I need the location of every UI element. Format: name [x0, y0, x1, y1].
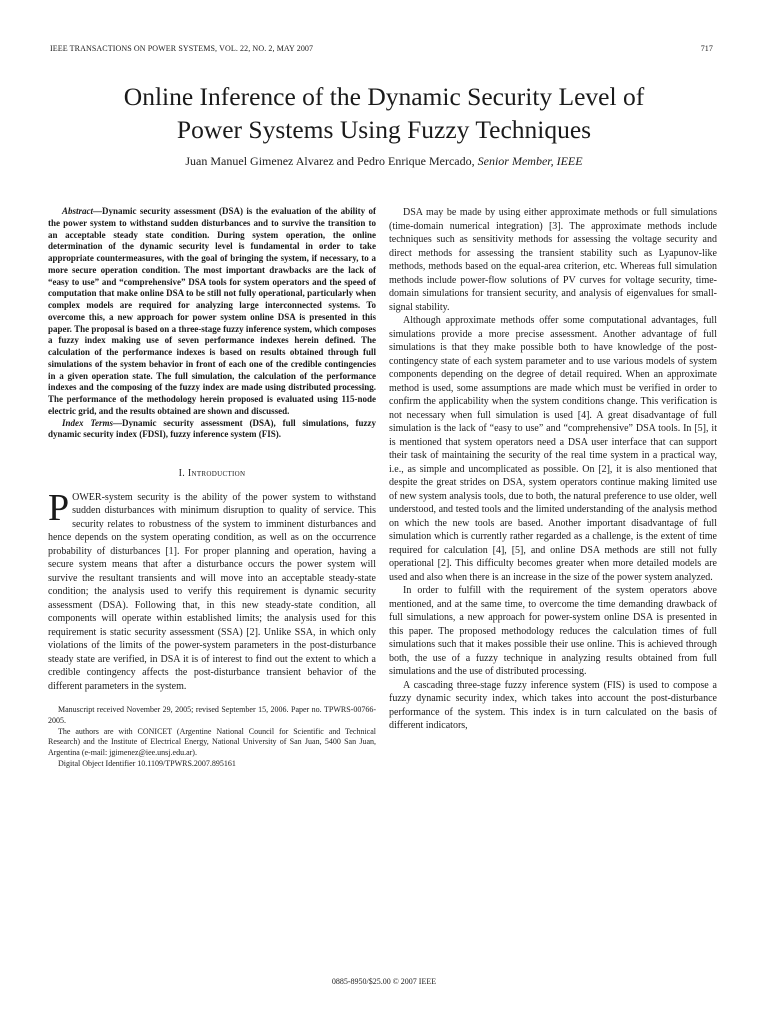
footnote-manuscript: Manuscript received November 29, 2005; revised September 15, 2006. Paper no. TPWRS-00766-2005. [48, 705, 376, 725]
intro-paragraph [48, 486, 376, 694]
body-paragraph-3: In order to fulfill with the requirement of the system operators above mentioned, and at the same time, to overcome the time demanding drawback of full simulations, a new approach for power-system online DSA is presented in this paper. The proposed methodology reduces the calculation times of full simulations such that it makes possible their use online. This is achieved through both, the use of a fuzzy technique in analyzing results obtained from full simulations and the use of distributed processing. [389, 585, 717, 677]
footnote-affiliation: The authors are with CONICET (Argentine National Council for Scientific and Technical Research) and the Institute of Electrical Energy, National University of San Juan, 5400 San Juan, Argentina (e-mail: jgimenez@iee.unsj.edu.ar). [48, 726, 376, 758]
section-numeral: I. [178, 468, 186, 479]
right-column [389, 206, 717, 733]
title-line-2: Power Systems Using Fuzzy Techniques [176, 115, 592, 144]
intro-first-word: OWER [72, 491, 102, 503]
body-paragraph-1: DSA may be made by using either approximate methods or full simulations (time-domain numerical integration) [3]. The approximate methods include techniques such as sensitivity methods for assessing the voltage security and direct methods for assessing the transient stability such as Lyapunov-like methods, methods based on the equal-area criterion, etc. Whereas full simulation methods include power-flow solutions of PV curves for voltage security, time-domain simulations for transient security, and analysis of eigenvalues for small-signal stability. [389, 207, 717, 313]
footnote [48, 705, 376, 770]
author-names: Juan Manuel Gimenez Alvarez and Pedro Enrique Mercado, [185, 154, 475, 168]
abstract-text: —Dynamic security assessment (DSA) is the evaluation of the ability of the power system to withstand sudden disturbances and to survive the transition to an acceptable steady state condition. During system operation, the online determination of the dynamic security level is fundamental in order to take appropriate countermeasures, with the goal of bringing the system, if necessary, to a more secure operation condition. The most important drawbacks are the lack of “easy to use” and “comprehensive” DSA tools for system operators and the speed of computation that make online DSA to be still not fully operational, particularly when complex models are required for analyzing large interconnected systems. To overcome this, a new approach for power system online DSA is presented in this paper. The proposal is based on a three-stage fuzzy inference system, which composes a fuzzy index making use of seven performance indexes herein defined. The calculation of the performance indexes is based on results obtained through full simulations of the system behavior in front of each one of the credible contingencies in a given operation state. The full simulation, the calculation of the performance indexes and the composing of the fuzzy index are made using distributed processing. The performance of the methodology herein proposed is evaluated using 115-node electric grid, and the results obtained are shown and discussed. [48, 206, 376, 416]
paper-title [40, 80, 728, 146]
authors [40, 154, 728, 169]
index-terms [48, 418, 376, 442]
footnote-doi: Digital Object Identifier 10.1109/TPWRS.2007.895161 [58, 758, 236, 768]
left-column [48, 206, 376, 770]
section-title: Introduction [187, 468, 246, 479]
title-line-1: Online Inference of the Dynamic Security Level of [123, 82, 645, 111]
drop-cap: P [48, 486, 70, 529]
body-paragraph-4: A cascading three-stage fuzzy inference system (FIS) is used to compose a fuzzy dynamic security index, which takes into account the post-disturbance performance of the system. This index is in turn calculated on the basis of different indicators, [389, 679, 717, 731]
copyright-line: 0885-8950/$25.00 © 2007 IEEE [331, 977, 437, 986]
journal-name: IEEE TRANSACTIONS ON POWER SYSTEMS, VOL. 22, NO. 2, MAY 2007 [50, 44, 314, 53]
author-role: Senior Member, IEEE [477, 154, 583, 168]
index-terms-label: Index Terms [62, 417, 114, 428]
section-heading-introduction [48, 467, 376, 481]
index-terms-text: —Dynamic security assessment (DSA), full simulations, fuzzy dynamic security index (FDSI), fuzzy inference system (FIS). [48, 417, 376, 440]
running-header [50, 44, 713, 53]
page-number: 717 [700, 44, 713, 53]
abstract-label: Abstract [62, 206, 94, 216]
body-paragraph-2: Although approximate methods offer some computational advantages, full simulations provide a more precise assessment. Another advantage of full simulations is that they make possible both to have knowledge of the post-contingency state of each system parameter and to use various models of system components depending on the degree of detail required. When an approximate method is used, some assumptions are made which must be verified in order to confirm the applicability when the system conditions change. This verification is not necessary when full simulation is used [4]. A great disadvantage of full simulation is the lack of “easy to use” and “comprehensive” DSA tools. In [5], it is mentioned that system operators need a DSA user interface that can support their task of maintaining the security of the real time system in a practical way, i.e., as simple and uncomplicated as possible. On [2], it is also mentioned that despite the great strides on DSA, system operators continue making limited use of new system analysis tools, due to both, the natural preference to use older, well understood, and tested tools and the limited understanding of the analysis method on which the new tools are based. Another important disadvantage of full simulation which is currently rather regarded as a challenge, is the extent of time required for calculation [4], [5], and online DSA methods are still not fully operational [2]. This difficulty becomes greater when more detailed models are used and also when there is an increase in the size of the power system analyzed. [389, 315, 717, 583]
abstract [48, 206, 376, 418]
intro-text: -system security is the ability of the power system to withstand sudden disturbances with minimum disruption to quality of service. This security relates to robustness of the system to imminent disturbances and hence depends on the system operating condition, as well as on the occurrence probability of disturbances [1]. For proper planning and operation, having a secure system means that after a disturbance occurs the power system will survive the resultant transients and will move into an acceptable steady-state condition; the analysis used to verify this requirement is dynamic security assessment (DSA). Following that, in this new steady-state condition, all components will operate within established limits; the analysis used for this requirement is static security assessment (SSA) [2]. Unlike SSA, in which only violations of the limits of the power-system parameters in the post-disturbance steady state are verified, in DSA it is of interest to find out the extent to which a credible contingency affects the post-disturbance transient behavior of the different parameters in the system. [48, 491, 376, 692]
